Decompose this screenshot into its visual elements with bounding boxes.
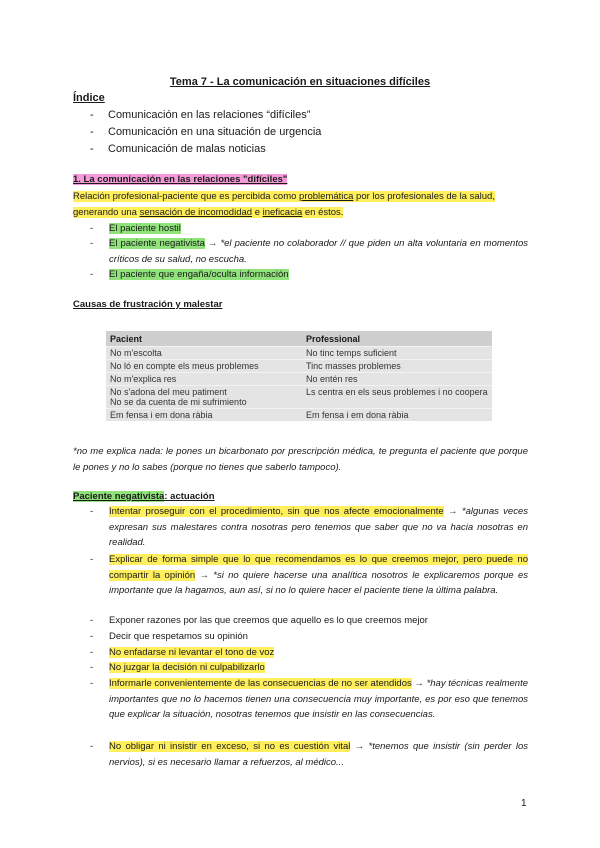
- section1-intro: Relación profesional-paciente que es percibida como problemática por los profesionales de la salud, generando una sensación de incomodidad e ineficacia en éstos.: [73, 191, 495, 218]
- table-row: [106, 373, 492, 386]
- table-row: [106, 386, 492, 409]
- patient-type: - El paciente negativista → *el paciente no colaborador // que piden un alta voluntaria en momentos críticos de su salud, no escucha.: [90, 238, 529, 265]
- action-item: - No obligar ni insistir en exceso, si no es cuestión vital → *tenemos que insistir (sin perder los nervios), si es necesario llamar a refuerzos, al médico...: [90, 741, 529, 768]
- index-item: - Comunicación de malas noticias: [90, 143, 266, 155]
- causes-note: *no me explica nada: le pones un bicarbonato por prescripción médica, te pregunta el paciente que porque le pones y no lo sabes (porque no tienes que saberlo tampoco).: [73, 446, 528, 473]
- table-header: Pacient: [106, 331, 302, 347]
- causes-heading: Causas de frustración y malestar: [73, 299, 223, 310]
- page-title: Tema 7 - La comunicación en situaciones difíciles: [169, 76, 431, 88]
- action-item: - Informarle convenientemente de las consecuencias de no ser atendidos → *hay técnicas realmente importantes que no lo hacemos tienen una consecuencia muy importante, es por eso que tenemos que explicar la situación, nosotras tenemos que insistir en las consecuencias.: [90, 678, 528, 721]
- action-item: - Explicar de forma simple que lo que recomendamos es lo que creemos mejor, pero puede no compartir la opinión → *si no quiere hacerse una analítica nosotros le explicaremos porque es importante que la hagamos, aun así, si no lo quiere hacer el paciente tiene la última palabra.: [90, 554, 528, 597]
- patient-type: - El paciente hostil: [90, 223, 181, 234]
- index-heading: Índice: [73, 92, 105, 104]
- section1-heading: 1. La comunicación en las relaciones "difíciles": [73, 174, 288, 185]
- index-item: - Comunicación en una situación de urgencia: [90, 126, 322, 138]
- action-item: - Intentar proseguir con el procedimiento, sin que nos afecte emocionalmente → *algunas veces expresan sus malestares contra nosotras pero tenemos que saber que no va hacia nosotras en realidad.: [90, 506, 528, 549]
- table-cell: No entén res: [302, 373, 492, 386]
- page-number: 1: [521, 798, 527, 809]
- table-cell: Em fensa i em dona ràbia: [302, 409, 492, 422]
- table-cell: Tinc masses problemes: [302, 360, 492, 373]
- table-cell: Ls centra en els seus problemes i no coopera: [302, 386, 492, 409]
- table-cell: No tinc temps suficient: [302, 347, 492, 360]
- index-item: - Comunicación en las relaciones “difíciles”: [90, 109, 311, 121]
- action-item: - No juzgar la decisión ni culpabilizarlo: [90, 662, 265, 673]
- table-cell: No s'adona del meu patiment No se da cuenta de mi sufrimiento: [106, 386, 302, 409]
- table-cell: No ló en compte els meus problemes: [106, 360, 302, 373]
- table-cell: Em fensa i em dona ràbia: [106, 409, 302, 422]
- table-header: Professional: [302, 331, 492, 347]
- table-cell: No m'explica res: [106, 373, 302, 386]
- patient-type: - El paciente que engaña/oculta información: [90, 269, 289, 280]
- table-row: [106, 409, 492, 422]
- action-item: - No enfadarse ni levantar el tono de voz: [90, 647, 275, 658]
- table-row: [106, 347, 492, 360]
- handwritten-annotation: No se da cuenta de mi sufrimiento: [110, 397, 247, 407]
- action-item: - Exponer razones por las que creemos que aquello es lo que creemos mejor: [90, 615, 428, 626]
- action-item: - Decir que respetamos su opinión: [90, 631, 248, 642]
- causes-table: [106, 331, 492, 421]
- table-cell: No m'escolta: [106, 347, 302, 360]
- table-row: [106, 360, 492, 373]
- table-header-row: [106, 331, 492, 347]
- actuacion-heading: Paciente negativista: actuación: [73, 491, 215, 502]
